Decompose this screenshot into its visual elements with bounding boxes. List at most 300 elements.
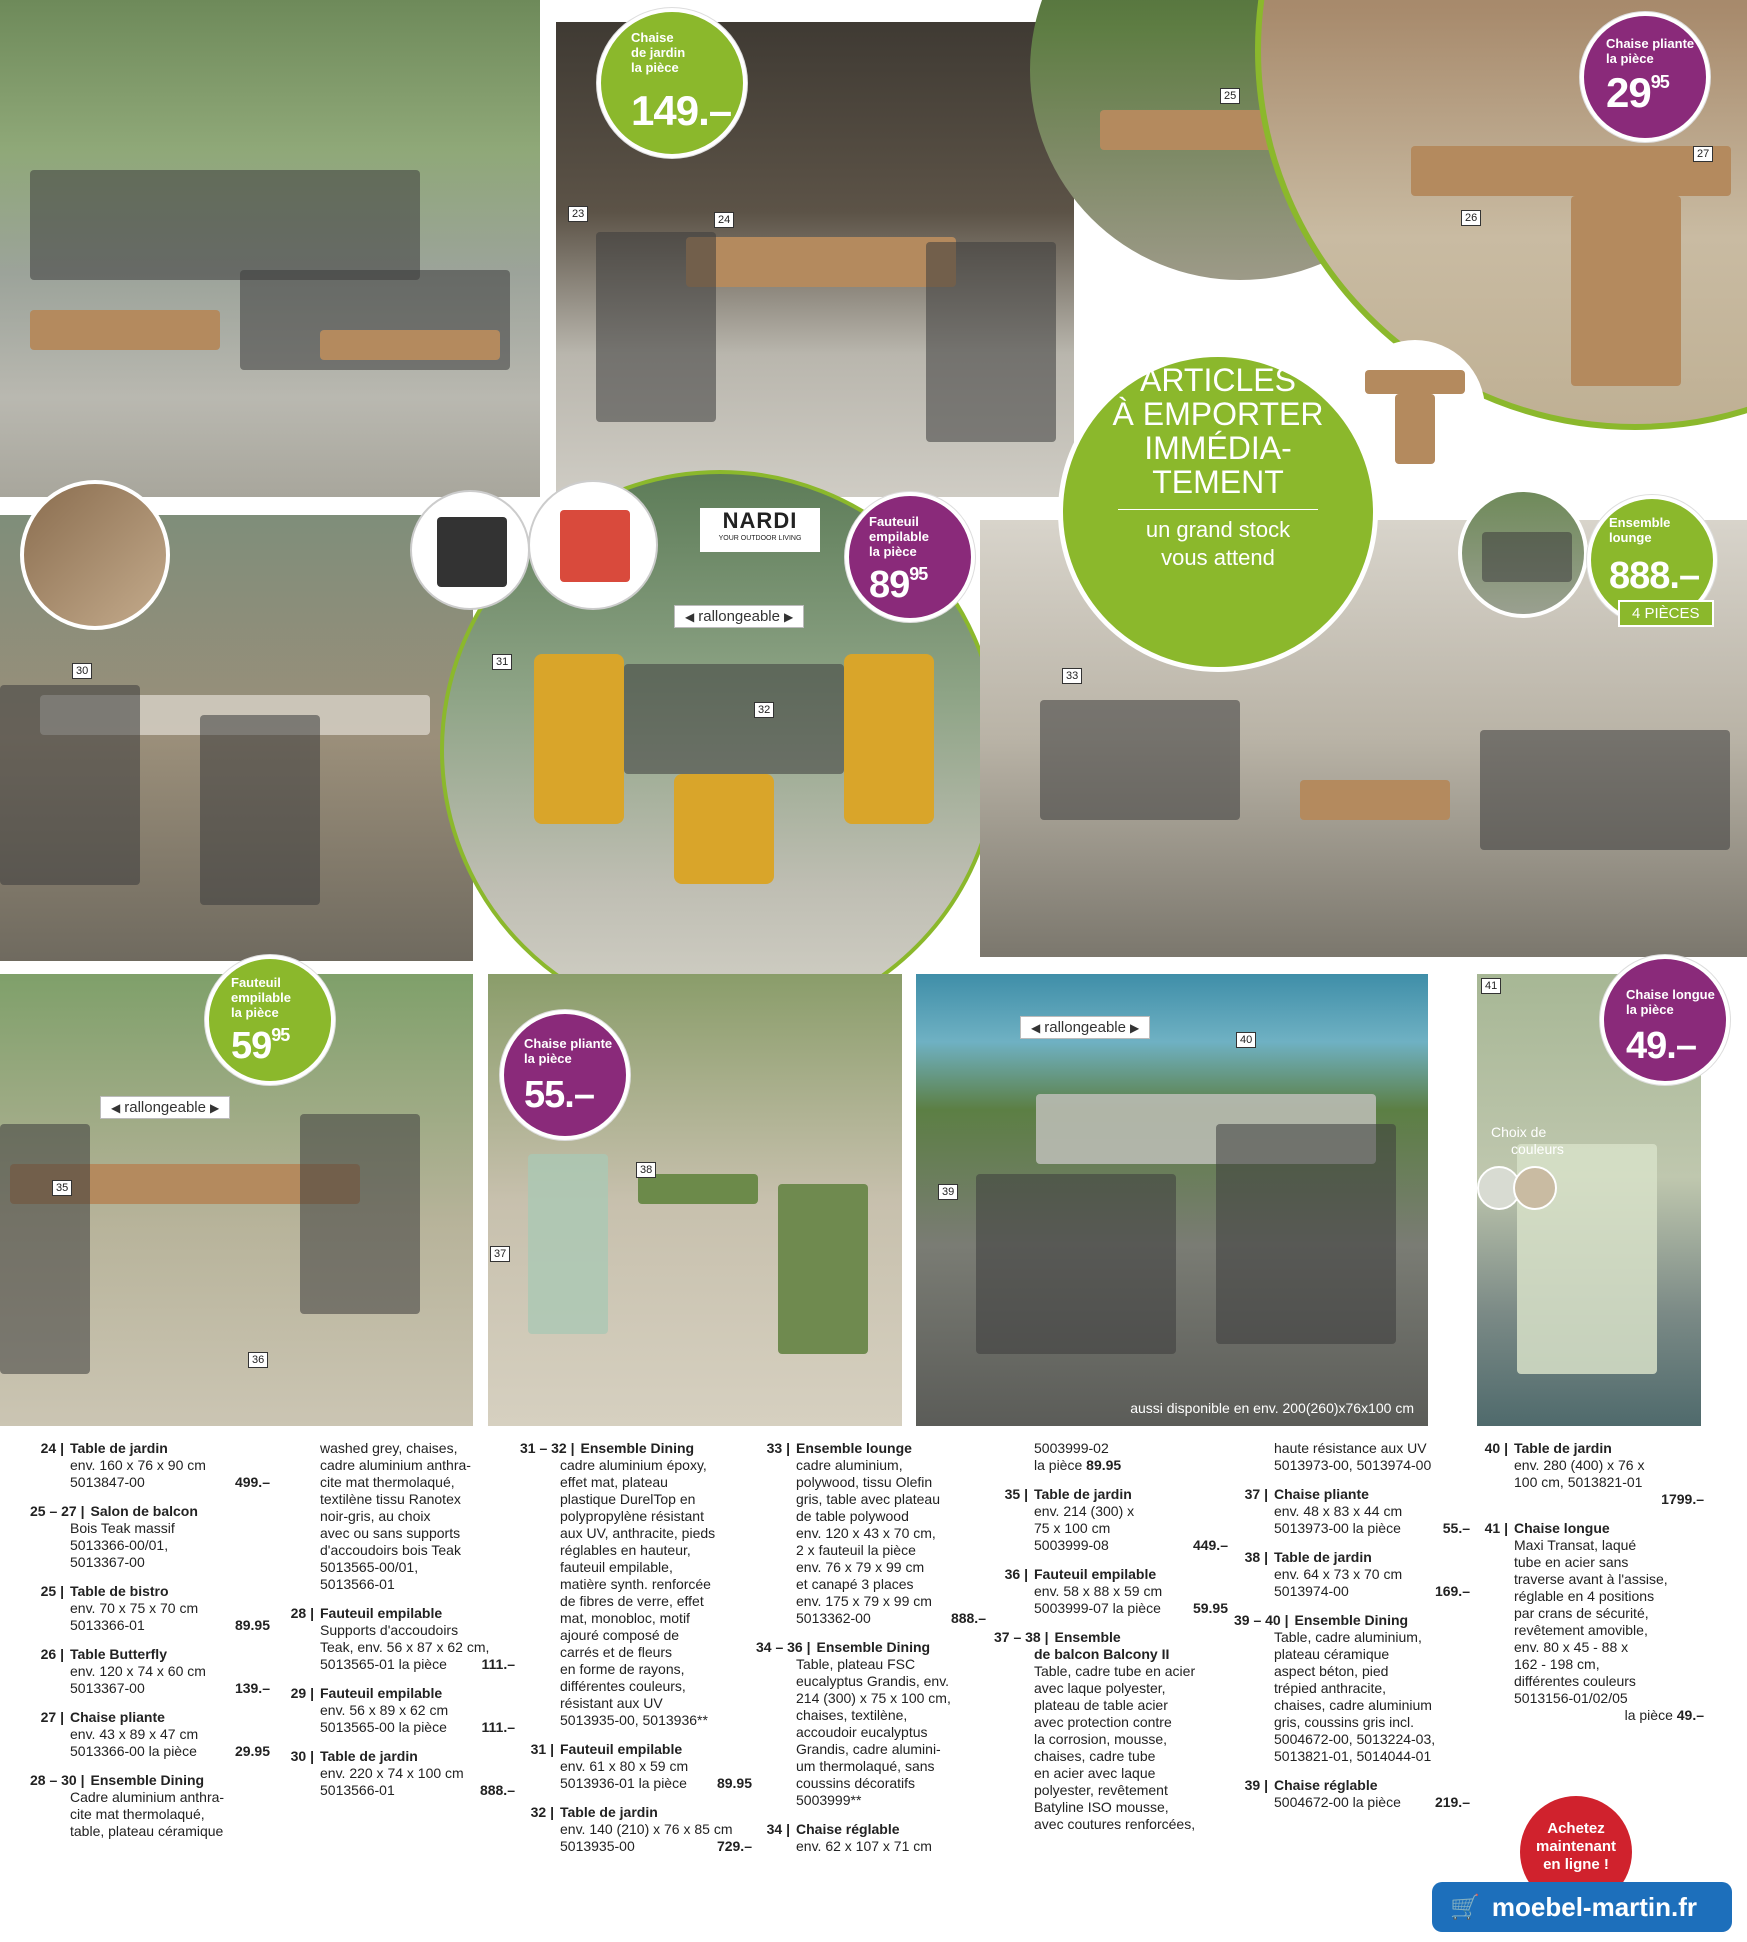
entry-line: 5013973-00, 5013974-00 [1274, 1457, 1432, 1473]
entry-line: en acier avec laque [1034, 1765, 1156, 1781]
text-column-1 [30, 1440, 270, 1852]
entry-line: cadre aluminium anthra- [320, 1457, 471, 1473]
entry-line: env. 58 x 88 x 59 cm [1034, 1583, 1163, 1599]
badge-stack-chair-nardi [845, 492, 975, 622]
entry-line: 162 - 198 cm, [1514, 1656, 1600, 1672]
entry-line: tube en acier sans [1514, 1554, 1629, 1570]
promo-line5: un grand stock [1145, 517, 1291, 542]
entry-title: Ensemble [1054, 1629, 1121, 1645]
entry-number: 27 | [40, 1709, 64, 1725]
entry-line: chaises, cadre tube [1034, 1748, 1156, 1764]
entry-line: résistant aux UV [560, 1695, 663, 1711]
entry-title: Ensemble lounge [796, 1440, 912, 1456]
entry-line: 5013847-00 [70, 1474, 145, 1490]
entry-line: 5013367-00 [70, 1680, 145, 1696]
entry-title: Chaise pliante [1274, 1486, 1369, 1502]
entry-26 [30, 1646, 270, 1697]
promo-line4: TEMENT [1152, 464, 1284, 500]
entry-line: la pièce [1624, 1707, 1673, 1723]
entry-title: Table de jardin [1514, 1440, 1612, 1456]
entry-line: washed grey, chaises, [320, 1440, 458, 1456]
entry-title: Chaise longue [1514, 1520, 1610, 1536]
entry-28 [280, 1605, 515, 1673]
entry-line: 5003999-07 la pièce [1034, 1600, 1161, 1616]
entry-number: 36 | [1004, 1566, 1028, 1582]
entry-price: 89.95 [1086, 1457, 1122, 1473]
entry-number: 34 – 36 | [756, 1639, 811, 1655]
entry-price: 449.– [1192, 1537, 1228, 1553]
entry-price: 55.– [1442, 1520, 1470, 1536]
entry-37-38 [994, 1629, 1228, 1833]
entry-line: polypropylène résistant [560, 1508, 704, 1524]
entry-line: plateau de table acier [1034, 1697, 1168, 1713]
entry-line: en forme de rayons, [560, 1661, 685, 1677]
photo-number: 30 [72, 663, 92, 679]
entry-line: cadre aluminium époxy, [560, 1457, 707, 1473]
also-available-note: aussi disponible en env. 200(260)x76x100 cm [1130, 1400, 1414, 1416]
entry-number: 30 | [290, 1748, 314, 1764]
badge-lounger [1600, 955, 1730, 1085]
entry-line: trépied anthracite, [1274, 1680, 1387, 1696]
entry-31-32 [520, 1440, 752, 1729]
photo-number: 37 [490, 1246, 510, 1262]
entry-line: Teak, env. 56 x 87 x 62 cm, [320, 1639, 490, 1655]
badge-label: la pièce [869, 544, 917, 559]
entry-29 [280, 1685, 515, 1736]
reclining-chair [1216, 1124, 1396, 1344]
badge-label: la pièce [524, 1051, 572, 1066]
photo-red-chair [528, 480, 658, 610]
entry-line: 5013935-00 [560, 1838, 635, 1854]
entry-line: différentes couleurs, [560, 1678, 686, 1694]
entry-line: 100 cm, 5013821-01 [1514, 1474, 1643, 1490]
text-column-7 [1474, 1440, 1704, 1736]
lounge-sofa [30, 170, 420, 280]
entry-40 [1474, 1440, 1704, 1508]
badge-price-main: 89 [869, 564, 910, 606]
entry-title: Chaise pliante [70, 1709, 165, 1725]
entry-number: 33 | [766, 1440, 790, 1456]
entry-title-2: de balcon Balcony II [1034, 1646, 1170, 1662]
entry-number: 37 | [1244, 1486, 1268, 1502]
text-column-4 [756, 1440, 986, 1867]
entry-line: env. 76 x 79 x 99 cm [796, 1559, 925, 1575]
entry-line: 5013565-01 la pièce [320, 1656, 447, 1672]
extendable-tag: ◀ rallongeable ▶ [1020, 1016, 1150, 1039]
nardi-tagline: YOUR OUTDOOR LIVING [718, 535, 802, 542]
badge-label: Chaise pliante [524, 1036, 613, 1051]
polywood-table [1300, 780, 1450, 820]
entry-28-30 [30, 1772, 270, 1840]
entry-price: 888.– [479, 1782, 515, 1798]
entry-line: env. 120 x 74 x 60 cm [70, 1663, 206, 1679]
entry-title: Salon de balcon [90, 1503, 198, 1519]
entry-34 [756, 1821, 986, 1855]
photo-number: 31 [492, 654, 512, 670]
badge-label: empilable [231, 990, 291, 1005]
entry-number: 28 – 30 | [30, 1772, 85, 1788]
entry-title: Ensemble Dining [816, 1639, 931, 1655]
entry-line: env. 220 x 74 x 100 cm [320, 1765, 464, 1781]
entry-line: polyester, revêtement [1034, 1782, 1168, 1798]
entry-line: textilène tissu Ranotex [320, 1491, 461, 1507]
entry-line: chaises, textilène, [796, 1707, 908, 1723]
badge-label: Fauteuil [869, 514, 919, 529]
badge-label: lounge [1609, 530, 1652, 545]
entry-line: env. 43 x 89 x 47 cm [70, 1726, 199, 1742]
reclining-chair [976, 1174, 1176, 1354]
entry-line: et canapé 3 places [796, 1576, 914, 1592]
badge-price-main: 59 [231, 1025, 272, 1067]
entry-line: env. 120 x 43 x 70 cm, [796, 1525, 936, 1541]
entry-line: env. 280 (400) x 76 x [1514, 1457, 1645, 1473]
butterfly-table [1411, 146, 1731, 196]
entry-line: ajouré composé de [560, 1627, 680, 1643]
photo-number: 39 [938, 1184, 958, 1200]
entry-line: Batyline ISO mousse, [1034, 1799, 1169, 1815]
photo-pool-dining-39-40 [916, 974, 1428, 1426]
photo-number: 40 [1236, 1032, 1256, 1048]
entry-line: env. 175 x 79 x 99 cm [796, 1593, 932, 1609]
entry-title: Table de jardin [1274, 1549, 1372, 1565]
entry-price: 1799.– [1661, 1491, 1704, 1507]
entry-number: 31 – 32 | [520, 1440, 575, 1456]
entry-line: carrés et de fleurs [560, 1644, 673, 1660]
entry-line: avec coutures renforcées, [1034, 1816, 1196, 1832]
entry-line: 5013367-00 [70, 1554, 145, 1570]
entry-number: 29 | [290, 1685, 314, 1701]
website-link[interactable] [1432, 1882, 1732, 1932]
badge-pieces: 4 PIÈCES [1618, 600, 1714, 627]
entry-line: noir-gris, au choix [320, 1508, 431, 1524]
entry-line: la pièce [1034, 1457, 1083, 1473]
entry-24 [30, 1440, 270, 1491]
entry-number: 25 | [40, 1583, 64, 1599]
entry-line: env. 70 x 75 x 70 cm [70, 1600, 199, 1616]
folding-chair [778, 1184, 868, 1354]
photo-grey-chair [410, 490, 530, 610]
entry-title: Table Butterfly [70, 1646, 167, 1662]
entry-line: Grandis, cadre alumini- [796, 1741, 941, 1757]
extendable-tag: ◀ rallongeable ▶ [674, 605, 804, 628]
entry-line: env. 80 x 45 - 88 x [1514, 1639, 1629, 1655]
folding-chair [1571, 196, 1681, 386]
entry-price: 59.95 [1192, 1600, 1228, 1616]
entry-line: d'accoudoirs bois Teak [320, 1542, 461, 1558]
entry-title: Table de jardin [320, 1748, 418, 1764]
promo-line1: ARTICLES [1140, 362, 1296, 398]
entry-line: env. 214 (300) x [1034, 1503, 1135, 1519]
entry-32 [520, 1804, 752, 1855]
badge-garden-chair [597, 8, 747, 158]
entry-36 [994, 1566, 1228, 1617]
entry-line: mat, monobloc, motif [560, 1610, 690, 1626]
entry-line: Table, plateau FSC [796, 1656, 916, 1672]
entry-number: 37 – 38 | [994, 1629, 1049, 1645]
entry-title: Table de jardin [70, 1440, 168, 1456]
entry-31 [520, 1741, 752, 1792]
badge-price-cents: 95 [271, 1025, 290, 1045]
badge-label: la pièce [631, 60, 679, 75]
entry-price: 888.– [950, 1610, 986, 1626]
entry-line: 5013566-01 [320, 1576, 395, 1592]
badge-label: la pièce [231, 1005, 279, 1020]
entry-price: 111.– [481, 1656, 515, 1672]
photo-number: 24 [714, 212, 734, 228]
entry-line: 5004672-00 la pièce [1274, 1794, 1401, 1810]
photo-number: 26 [1461, 210, 1481, 226]
photo-number: 25 [1220, 88, 1240, 104]
entry-28-30-cont [280, 1440, 515, 1593]
nardi-logo [700, 508, 820, 552]
entry-number: 34 | [766, 1821, 790, 1837]
entry-price: 89.95 [234, 1617, 270, 1633]
entry-number: 35 | [1004, 1486, 1028, 1502]
entry-line: env. 140 (210) x 76 x 85 cm [560, 1821, 733, 1837]
entry-33 [756, 1440, 986, 1627]
photo-number: 35 [52, 1180, 72, 1196]
entry-line: Bois Teak massif [70, 1520, 175, 1536]
entry-line: haute résistance aux UV [1274, 1440, 1427, 1456]
badge-price-cents: 95 [1650, 72, 1669, 92]
entry-35 [994, 1486, 1228, 1554]
badge-label: la pièce [1606, 51, 1654, 66]
entry-title: Chaise réglable [1274, 1777, 1378, 1793]
badge-price: 149.– [631, 87, 732, 134]
extendable-table [624, 664, 844, 774]
photo-lounge-detail [1458, 488, 1588, 618]
website-url: moebel-martin.fr [1491, 1891, 1698, 1922]
photo-lounge-terrace [0, 0, 540, 497]
entry-price: 29.95 [234, 1743, 270, 1759]
badge-label: Fauteuil [231, 975, 281, 990]
buy-online-l2: maintenant [1535, 1838, 1616, 1855]
entry-line: fauteuil empilable, [560, 1559, 673, 1575]
entry-30 [280, 1748, 515, 1799]
entry-line: matière synth. renforcée [560, 1576, 711, 1592]
extendable-tag: ◀ rallongeable ▶ [100, 1096, 230, 1119]
badge-folding-chair-top [1580, 12, 1710, 142]
entry-line: aux UV, anthracite, pieds [560, 1525, 716, 1541]
entry-title: Fauteuil empilable [320, 1605, 443, 1621]
entry-price: 499.– [234, 1474, 270, 1490]
photo-number: 32 [754, 702, 774, 718]
entry-number: 40 | [1484, 1440, 1508, 1456]
entry-line: env. 62 x 107 x 71 cm [796, 1838, 932, 1854]
entry-number: 24 | [40, 1440, 64, 1456]
badge-label: Ensemble [1609, 515, 1671, 530]
entry-title: Table de bistro [70, 1583, 169, 1599]
entry-title: Table de jardin [560, 1804, 658, 1820]
entry-line: env. 56 x 89 x 62 cm [320, 1702, 449, 1718]
dining-chair [300, 1114, 420, 1314]
entry-39-40 [1234, 1612, 1470, 1765]
entry-37 [1234, 1486, 1470, 1537]
badge-label: empilable [869, 529, 929, 544]
entry-price: 139.– [234, 1680, 270, 1696]
entry-number: 39 – 40 | [1234, 1612, 1289, 1628]
entry-line: 5004672-00, 5013224-03, [1274, 1731, 1436, 1747]
entry-34-cont [994, 1440, 1228, 1474]
entry-title: Table de jardin [1034, 1486, 1132, 1502]
yellow-armchair [534, 654, 624, 824]
entry-line: par crans de sécurité, [1514, 1605, 1649, 1621]
entry-line: avec protection contre [1034, 1714, 1172, 1730]
entry-line: polywood, tissu Olefin [796, 1474, 933, 1490]
entry-line: 5003999-08 [1034, 1537, 1109, 1553]
badge-label: de jardin [631, 45, 686, 60]
badge-price: 49.– [1626, 1025, 1696, 1067]
entry-price: 49.– [1676, 1707, 1704, 1723]
entry-line: 5013973-00 la pièce [1274, 1520, 1401, 1536]
entry-price: 729.– [716, 1838, 752, 1854]
entry-price: 111.– [481, 1719, 515, 1735]
nardi-brand: NARDI [722, 508, 798, 533]
badge-price-main: 29 [1606, 69, 1651, 116]
entry-line: env. 160 x 76 x 90 cm [70, 1457, 206, 1473]
entry-line: 5013366-00 la pièce [70, 1743, 197, 1759]
entry-title: Ensemble Dining [580, 1440, 695, 1456]
entry-line: 5013366-00/01, [70, 1537, 169, 1553]
buy-online-l1: Achetez [1547, 1820, 1605, 1837]
entry-line: la corrosion, mousse, [1034, 1731, 1168, 1747]
entry-25-27 [30, 1503, 270, 1571]
entry-line: revêtement amovible, [1514, 1622, 1648, 1638]
entry-line: de table polywood [796, 1508, 909, 1524]
entry-39 [1234, 1777, 1470, 1811]
entry-line: env. 48 x 83 x 44 cm [1274, 1503, 1403, 1519]
entry-line: avec ou sans supports [320, 1525, 461, 1541]
colors-note-l1: Choix de [1491, 1124, 1547, 1140]
cart-icon: 🛒 [1450, 1893, 1480, 1921]
entry-38 [1234, 1549, 1470, 1600]
rope-chair [926, 242, 1056, 442]
colors-note [1491, 1124, 1564, 1158]
photo-number: 23 [568, 206, 588, 222]
entry-line: table, plateau céramique [70, 1823, 224, 1839]
entry-line: Supports d'accoudoirs [320, 1622, 459, 1638]
yellow-armchair [674, 774, 774, 884]
yellow-armchair [844, 654, 934, 824]
badge-price [231, 1025, 289, 1067]
promo-line6: vous attend [1161, 545, 1275, 570]
entry-line: différentes couleurs [1514, 1673, 1636, 1689]
entry-line: 5013565-00 la pièce [320, 1719, 447, 1735]
entry-line: Maxi Transat, laqué [1514, 1537, 1637, 1553]
entry-number: 31 | [530, 1741, 554, 1757]
text-column-3 [520, 1440, 752, 1867]
badge-label: Chaise pliante [1606, 36, 1695, 51]
badge-price [1606, 69, 1669, 116]
entry-line: Cadre aluminium anthra- [70, 1789, 225, 1805]
entry-37-38-cont [1234, 1440, 1470, 1474]
photo-table-detail [20, 480, 170, 630]
text-column-5 [994, 1440, 1228, 1845]
entry-title: Ensemble Dining [1294, 1612, 1409, 1628]
teak-table [686, 237, 956, 287]
entry-25 [30, 1583, 270, 1634]
entry-number: 39 | [1244, 1777, 1268, 1793]
entry-line: plateau céramique [1274, 1646, 1390, 1662]
lounge-sofa [1480, 730, 1730, 850]
entry-number: 41 | [1484, 1520, 1508, 1536]
entry-line: cite mat thermolaqué, [70, 1806, 205, 1822]
entry-line: traverse avant à l'assise, [1514, 1571, 1668, 1587]
entry-line: coussins décoratifs [796, 1775, 916, 1791]
promo-stock-circle [1058, 352, 1378, 672]
entry-price: 169.– [1434, 1583, 1470, 1599]
entry-line: 214 (300) x 75 x 100 cm, [796, 1690, 951, 1706]
entry-line: 5013935-00, 5013936** [560, 1712, 708, 1728]
entry-line: 5013366-01 [70, 1617, 145, 1633]
entry-41 [1474, 1520, 1704, 1724]
badge-price: 55.– [524, 1074, 594, 1116]
entry-34-36 [756, 1639, 986, 1809]
entry-price: 219.– [1434, 1794, 1470, 1810]
side-table [320, 330, 500, 360]
entry-line: 5013566-01 [320, 1782, 395, 1798]
entry-line: Table, cadre tube en acier [1034, 1663, 1196, 1679]
entry-line: réglable en 4 positions [1514, 1588, 1655, 1604]
entry-number: 28 | [290, 1605, 314, 1621]
photo-number: 41 [1481, 978, 1501, 994]
badge-label: Chaise [631, 30, 674, 45]
badge-price [869, 564, 927, 606]
sling-chair [200, 715, 320, 905]
rope-chair [596, 232, 716, 422]
entry-line: effet mat, plateau [560, 1474, 668, 1490]
photo-number: 36 [248, 1352, 268, 1368]
badge-folding-chair-bottom [500, 1010, 630, 1140]
photo-number: 38 [636, 1162, 656, 1178]
entry-line: gris, table avec plateau [796, 1491, 940, 1507]
coffee-table [30, 310, 220, 350]
entry-line: 5003999** [796, 1792, 862, 1808]
entry-line: réglables en hauteur, [560, 1542, 691, 1558]
badge-price: 888.– [1609, 555, 1700, 597]
entry-number: 32 | [530, 1804, 554, 1820]
dining-chair [0, 1124, 90, 1374]
photo-number: 33 [1062, 668, 1082, 684]
steel-table [638, 1174, 758, 1204]
folding-chair [528, 1154, 608, 1334]
sling-chair [0, 685, 140, 885]
entry-title: Fauteuil empilable [1034, 1566, 1157, 1582]
badge-stack-chair-bottom [205, 955, 335, 1085]
entry-title: Chaise réglable [796, 1821, 900, 1837]
entry-line: 5013362-00 [796, 1610, 871, 1626]
entry-line: avec laque polyester, [1034, 1680, 1166, 1696]
entry-price: 89.95 [716, 1775, 752, 1791]
entry-line: env. 61 x 80 x 59 cm [560, 1758, 689, 1774]
entry-line: aspect béton, pied [1274, 1663, 1389, 1679]
entry-line: 5003999-02 [1034, 1440, 1109, 1456]
entry-line: plastique DurelTop en [560, 1491, 696, 1507]
entry-line: 5013936-01 la pièce [560, 1775, 687, 1791]
entry-line: eucalyptus Grandis, env. [796, 1673, 950, 1689]
text-column-6 [1234, 1440, 1470, 1823]
colors-note-l2: couleurs [1511, 1141, 1564, 1157]
promo-line3: IMMÉDIA- [1144, 430, 1292, 466]
buy-online-l3: en ligne ! [1543, 1856, 1609, 1873]
entry-title: Ensemble Dining [90, 1772, 205, 1788]
badge-label: Chaise longue [1626, 987, 1715, 1002]
badge-label: la pièce [1626, 1002, 1674, 1017]
entry-number: 38 | [1244, 1549, 1268, 1565]
entry-line: Table, cadre aluminium, [1274, 1629, 1422, 1645]
badge-price-cents: 95 [909, 564, 928, 584]
entry-title: Fauteuil empilable [560, 1741, 683, 1757]
